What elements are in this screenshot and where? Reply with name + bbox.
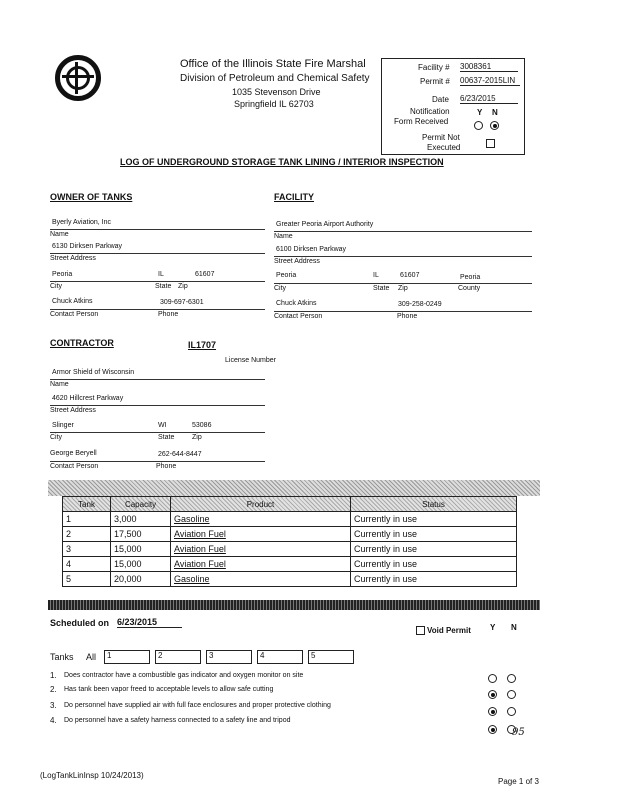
tank-cell: 3	[63, 542, 111, 557]
contractor-city: Slinger	[52, 422, 74, 429]
facility-contact: Chuck Atkins	[276, 300, 317, 307]
question-2-no-radio[interactable]	[507, 690, 516, 699]
office-title: Office of the Illinois State Fire Marshal	[180, 58, 366, 70]
permit-number-label: Permit #	[420, 77, 450, 86]
tank-cell: 1	[63, 512, 111, 527]
product-cell: Aviation Fuel	[171, 542, 351, 557]
void-permit-checkbox[interactable]	[416, 626, 425, 635]
status-cell: Currently in use	[351, 512, 517, 527]
table-row	[63, 542, 517, 557]
tank-section-band	[48, 480, 540, 496]
owner-zip: 61607	[195, 271, 215, 278]
owner-contact-label: Contact Person	[50, 311, 99, 318]
question-1-no-radio[interactable]	[507, 674, 516, 683]
handwritten-note: 95	[512, 727, 525, 738]
contractor-zip: 53086	[192, 422, 212, 429]
facility-city-label: City	[274, 285, 287, 292]
notification-yes-label: Y	[477, 108, 483, 117]
facility-state-label: State	[373, 285, 390, 292]
col-tank-header: Tank	[63, 497, 111, 512]
section-divider-bar	[48, 600, 540, 610]
tanks-all-label: All	[86, 652, 97, 662]
question-3-text: Do personnel have supplied air with full face enclosures and proper protective clothing	[64, 702, 331, 709]
question-4-text: Do personnel have a safety harness connected to a safety line and tripod	[64, 717, 291, 724]
status-cell: Currently in use	[351, 527, 517, 542]
capacity-cell: 3,000	[111, 512, 171, 527]
tank-cell: 4	[63, 557, 111, 572]
contractor-zip-label: Zip	[192, 434, 202, 441]
permit-not-executed-checkbox[interactable]	[486, 139, 495, 148]
form-id: (LogTankLinInsp 10/24/2013)	[40, 771, 144, 780]
permit-number: 00637-2015LIN	[460, 76, 520, 86]
notification-no-label: N	[492, 108, 498, 117]
facility-phone-label: Phone	[397, 313, 418, 320]
facility-city: Peoria	[276, 272, 297, 279]
executed-label: Executed	[427, 143, 461, 152]
office-street: 1035 Stevenson Drive	[232, 87, 321, 97]
owner-phone-label: Phone	[158, 311, 179, 318]
contractor-contact-label: Contact Person	[50, 463, 99, 470]
question-1-yes-radio[interactable]	[488, 674, 497, 683]
contractor-state-label: State	[158, 434, 175, 441]
facility-street: 6100 Dirksen Parkway	[276, 246, 347, 253]
table-row	[63, 557, 517, 572]
contractor-city-label: City	[50, 434, 63, 441]
facility-phone: 309-258-0249	[398, 301, 442, 308]
facility-county: Peoria	[460, 274, 481, 281]
product-cell: Aviation Fuel	[171, 527, 351, 542]
col-status-header: Status	[351, 497, 517, 512]
facility-zip-label: Zip	[398, 285, 408, 292]
owner-city-label: City	[50, 283, 63, 290]
product-cell: Gasoline	[171, 512, 351, 527]
question-3-number: 3.	[50, 701, 57, 710]
void-no-label: N	[511, 623, 517, 632]
office-city: Springfield IL 62703	[234, 99, 314, 109]
tank-table-header	[63, 497, 517, 512]
question-2-number: 2.	[50, 685, 57, 694]
void-yes-label: Y	[490, 623, 496, 632]
notification-yes-radio[interactable]	[474, 121, 483, 130]
owner-street: 6130 Dirksen Parkway	[52, 243, 123, 250]
tank-table	[62, 496, 517, 587]
facility-heading: FACILITY	[274, 192, 314, 202]
status-cell: Currently in use	[351, 572, 517, 587]
scheduled-date: 6/23/2015	[117, 617, 182, 628]
date-label: Date	[432, 95, 449, 104]
permit-not-label: Permit Not	[422, 133, 460, 142]
facility-name-label: Name	[274, 233, 293, 240]
tank-cell: 2	[63, 527, 111, 542]
facility-state: IL	[373, 272, 379, 279]
tank-box-1[interactable]: 1	[104, 650, 150, 664]
status-cell: Currently in use	[351, 557, 517, 572]
table-row	[63, 527, 517, 542]
facility-number-label: Facility #	[418, 63, 450, 72]
scheduled-label: Scheduled on	[50, 618, 110, 628]
contractor-heading: CONTRACTOR	[50, 338, 114, 348]
owner-state: IL	[158, 271, 164, 278]
question-3-yes-radio[interactable]	[488, 707, 497, 716]
product-cell: Gasoline	[171, 572, 351, 587]
capacity-cell: 20,000	[111, 572, 171, 587]
owner-phone: 309-697-6301	[160, 299, 204, 306]
fire-marshal-seal-icon	[55, 55, 101, 101]
contractor-license: IL1707	[188, 340, 217, 350]
owner-heading: OWNER OF TANKS	[50, 192, 133, 202]
question-4-yes-radio[interactable]	[488, 725, 497, 734]
contractor-street: 4620 Hillcrest Parkway	[52, 395, 124, 402]
status-cell: Currently in use	[351, 542, 517, 557]
license-number-label: License Number	[225, 357, 276, 364]
owner-name-label: Name	[50, 231, 69, 238]
product-cell: Aviation Fuel	[171, 557, 351, 572]
page-number: Page 1 of 3	[498, 777, 539, 786]
tank-box-4[interactable]: 4	[257, 650, 303, 664]
owner-city: Peoria	[52, 271, 73, 278]
capacity-cell: 15,000	[111, 557, 171, 572]
question-2-yes-radio[interactable]	[488, 690, 497, 699]
question-4-number: 4.	[50, 716, 57, 725]
contractor-contact: George Beryell	[50, 450, 97, 457]
form-received-label: Form Received	[394, 117, 449, 126]
owner-street-label: Street Address	[50, 255, 96, 262]
tanks-label: Tanks	[50, 652, 74, 662]
owner-contact: Chuck Atkins	[52, 298, 93, 305]
contractor-name: Armor Shield of Wisconsin	[52, 369, 135, 376]
facility-contact-label: Contact Person	[274, 313, 323, 320]
question-1-number: 1.	[50, 671, 57, 680]
table-row	[63, 512, 517, 527]
void-permit-label: Void Permit	[427, 626, 471, 635]
contractor-name-label: Name	[50, 381, 69, 388]
question-1-text: Does contractor have a combustible gas indicator and oxygen monitor on site	[64, 672, 304, 679]
owner-zip-label: Zip	[178, 283, 188, 290]
capacity-cell: 15,000	[111, 542, 171, 557]
table-row	[63, 572, 517, 587]
col-capacity-header: Capacity	[111, 497, 171, 512]
notification-no-radio[interactable]	[490, 121, 499, 130]
facility-county-label: County	[458, 285, 481, 292]
facility-number: 3008361	[460, 62, 518, 72]
division-title: Division of Petroleum and Chemical Safety	[180, 73, 370, 84]
question-3-no-radio[interactable]	[507, 707, 516, 716]
owner-state-label: State	[155, 283, 172, 290]
facility-street-label: Street Address	[274, 258, 320, 265]
owner-name: Byerly Aviation, Inc	[52, 219, 112, 226]
col-product-header: Product	[171, 497, 351, 512]
contractor-street-label: Street Address	[50, 407, 96, 414]
facility-zip: 61607	[400, 272, 420, 279]
tank-box-2[interactable]: 2	[155, 650, 201, 664]
capacity-cell: 17,500	[111, 527, 171, 542]
contractor-phone: 262-644-8447	[158, 451, 202, 458]
facility-name: Greater Peoria Airport Authority	[276, 221, 374, 228]
contractor-state: WI	[158, 422, 167, 429]
permit-date: 6/23/2015	[460, 94, 518, 104]
question-2-text: Has tank been vapor freed to acceptable levels to allow safe cutting	[64, 686, 274, 693]
tank-box-3[interactable]: 3	[206, 650, 252, 664]
tank-box-5[interactable]: 5	[308, 650, 354, 664]
form-title: LOG OF UNDERGROUND STORAGE TANK LINING / INTERIOR INSPECTION	[120, 157, 444, 167]
tank-cell: 5	[63, 572, 111, 587]
contractor-phone-label: Phone	[156, 463, 177, 470]
notification-label: Notification	[410, 107, 450, 116]
